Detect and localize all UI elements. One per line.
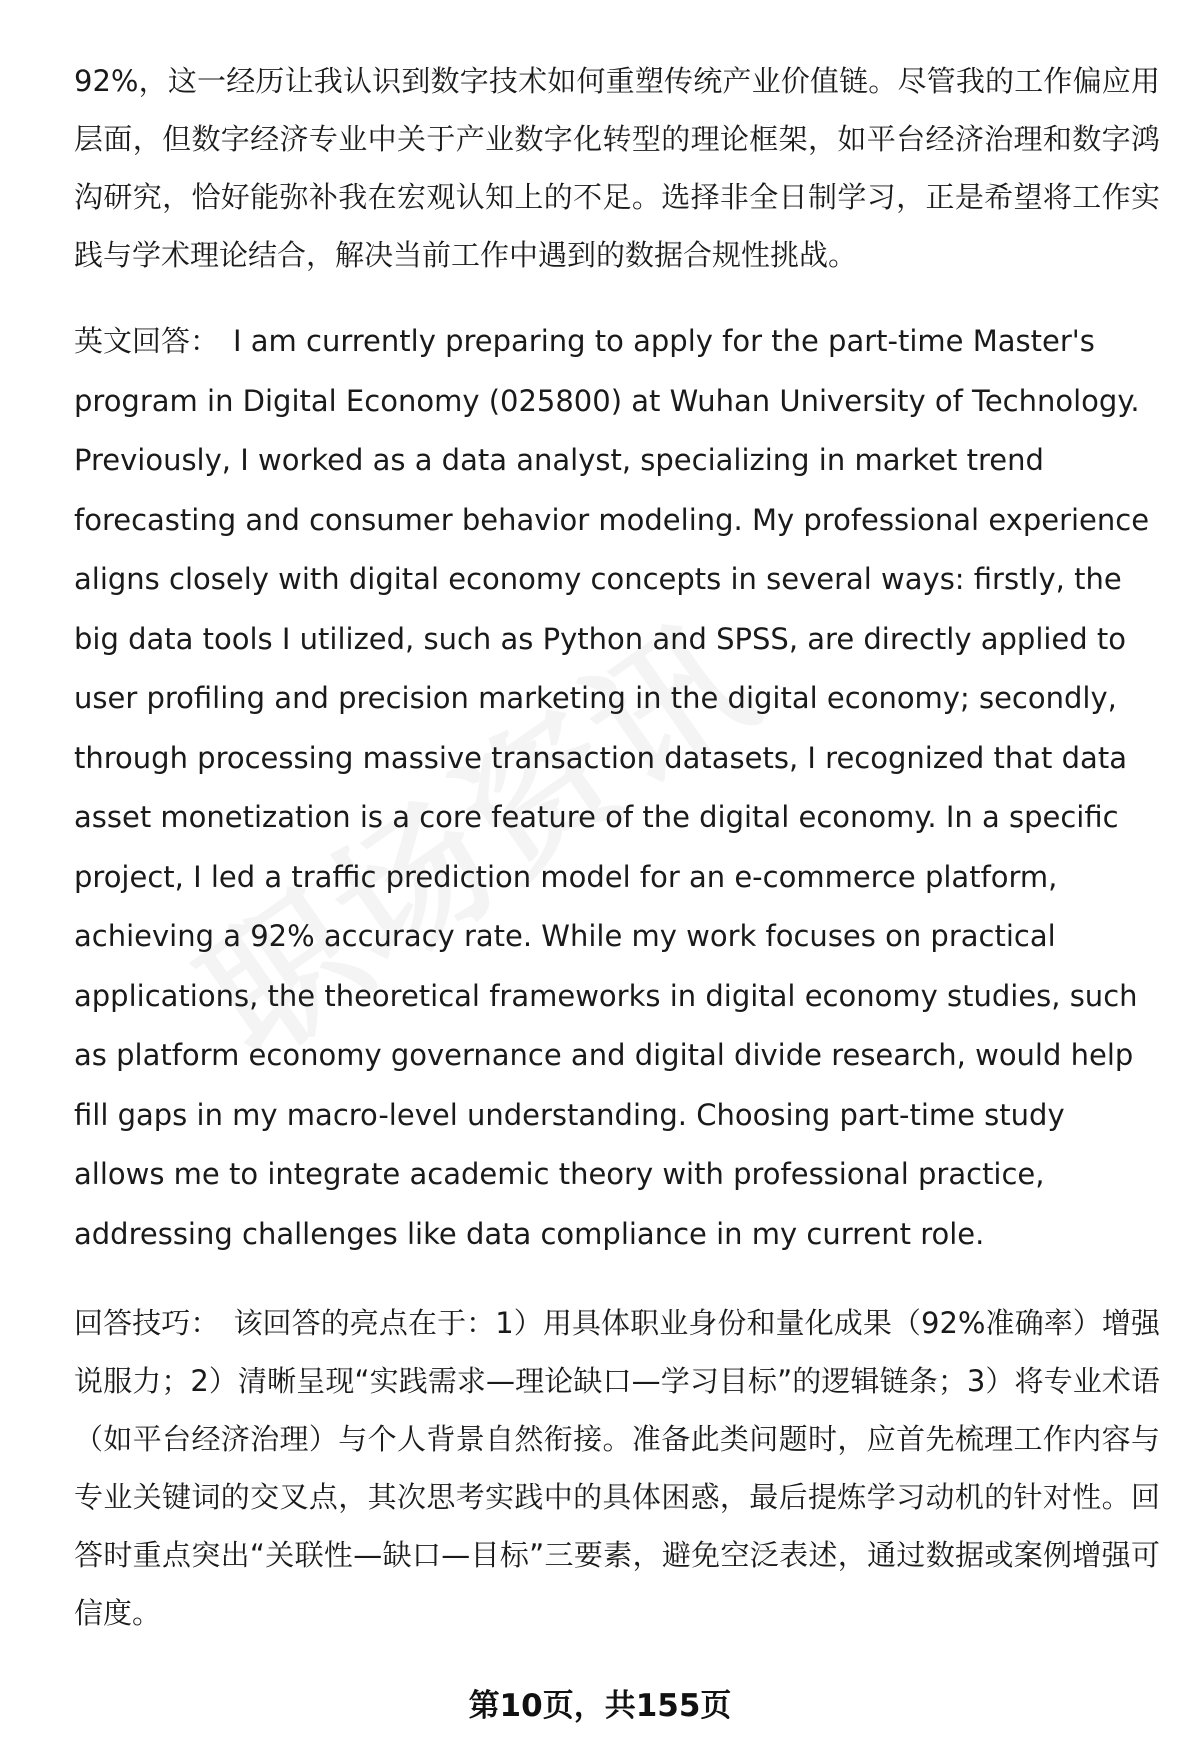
english-answer-text: I am currently preparing to apply for the part-time Master's program in Digital Economy (025800) at Wuhan University of Technology. Previously, I worked as a data analyst, specializing in market trend forecasting and consumer behavior modeling. My professional experience aligns closely with digital economy concepts in several ways: firstly, the big data tools I utilized, such as Python and SPSS, are directly applied to user profiling and precision marketing in the digital economy; secondly, through processing massive transaction datasets, I recognized that data asset monetization is a core feature of the digital economy. In a specific project, I led a traffic prediction model for an e-commerce platform, achieving a 92% accuracy rate. While my work focuses on practical applications, the theoretical frameworks in digital economy studies, such as platform economy governance and digital divide research, would help fill gaps in my macro-level understanding. Choosing part-time study allows me to integrate academic theory with professional practice, addressing challenges like data compliance in my current role. (74, 324, 1150, 1251)
document-body (74, 52, 1160, 1642)
page-number: 第10页，共155页 (468, 1688, 732, 1724)
answer-tips-paragraph (74, 1294, 1160, 1642)
intro-paragraph: 92%，这一经历让我认识到数字技术如何重塑传统产业价值链。尽管我的工作偏应用层面，但数字经济专业中关于产业数字化转型的理论框架，如平台经济治理和数字鸿沟研究，恰好能弥补我在宏观认知上的不足。选择非全日制学习，正是希望将工作实践与学术理论结合，解决当前工作中遇到的数据合规性挑战。 (74, 64, 1160, 272)
answer-tips-label: 回答技巧： (74, 1306, 220, 1340)
english-answer-label: 英文回答： (74, 324, 220, 358)
answer-tips-text: 该回答的亮点在于：1）用具体职业身份和量化成果（92%准确率）增强说服力；2）清晰呈现“实践需求—理论缺口—学习目标”的逻辑链条；3）将专业术语（如平台经济治理）与个人背景自然衔接。准备此类问题时，应首先梳理工作内容与专业关键词的交叉点，其次思考实践中的具体困惑，最后提炼学习动机的针对性。回答时重点突出“关联性—缺口—目标”三要素，避免空泛表述，通过数据或案例增强可信度。 (74, 1306, 1160, 1630)
english-answer-paragraph (74, 312, 1160, 1264)
